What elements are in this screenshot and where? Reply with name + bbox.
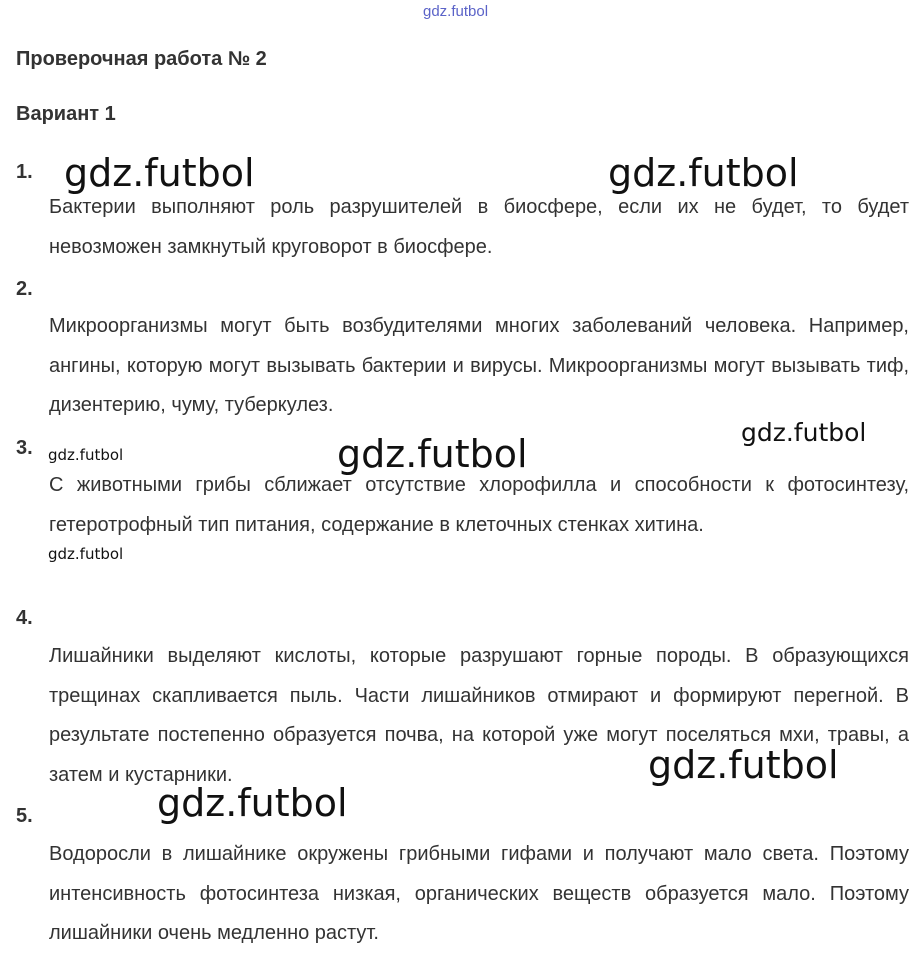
item-text-4: Лишайники выделяют кислоты, которые разрушают горные породы. В образующихся трещинах скапливается пыль. Части лишайников отмирают и формируют перегной. В результате постепенно образуется почва, на которой уже могут поселяться мхи, травы, а затем и кустарники. bbox=[49, 645, 909, 786]
top-watermark: gdz.futbol bbox=[423, 3, 489, 20]
item-text-3: С животными грибы сближает отсутствие хлорофилла и способности к фотосинтезу, гетеротрофный тип питания, содержание в клеточных стенках хитина. bbox=[49, 474, 909, 536]
watermark-8: gdz.futbol bbox=[157, 781, 348, 825]
item-number-5: 5. bbox=[16, 805, 33, 827]
watermark-2: gdz.futbol bbox=[608, 151, 799, 195]
page-title: Проверочная работа № 2 bbox=[16, 48, 267, 70]
variant-heading: Вариант 1 bbox=[16, 103, 116, 125]
item-text-1: Бактерии выполняют роль разрушителей в биосфере, если их не будет, то будет невозможен замкнутый круговорот в биосфере. bbox=[49, 196, 909, 258]
item-number-1: 1. bbox=[16, 161, 33, 183]
watermark-1: gdz.futbol bbox=[64, 151, 255, 195]
watermark-6: gdz.futbol bbox=[48, 545, 124, 563]
item-text-2: Микроорганизмы могут быть возбудителями многих заболеваний человека. Например, ангины, которую могут вызывать бактерии и вирусы. Микроорганизмы могут вызывать тиф, дизентерию, чуму, туберкулез. bbox=[49, 315, 909, 416]
watermark-5: gdz.futbol bbox=[337, 432, 528, 476]
watermark-7: gdz.futbol bbox=[648, 743, 839, 787]
watermark-3: gdz.futbol bbox=[741, 418, 867, 447]
item-number-3: 3. bbox=[16, 437, 33, 459]
item-number-2: 2. bbox=[16, 278, 33, 300]
item-number-4: 4. bbox=[16, 607, 33, 629]
item-text-5: Водоросли в лишайнике окружены грибными гифами и получают мало света. Поэтому интенсивность фотосинтеза низкая, органических веществ образуется мало. Поэтому лишайники очень медленно растут. bbox=[49, 843, 909, 944]
watermark-4: gdz.futbol bbox=[48, 446, 124, 464]
